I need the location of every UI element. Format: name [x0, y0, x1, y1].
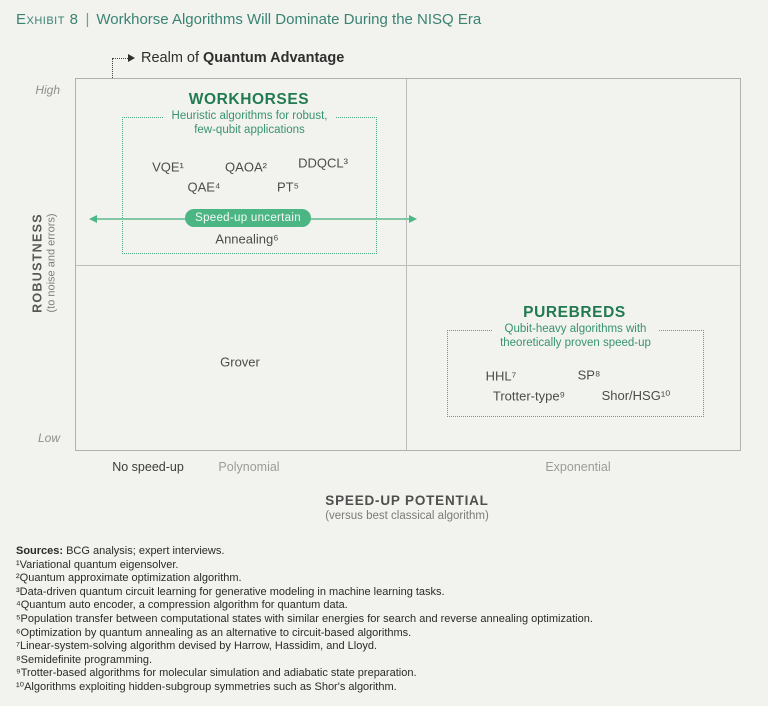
algorithm-qae: QAE⁴: [187, 179, 221, 195]
y-axis-subtitle: (to noise and errors): [45, 213, 58, 313]
y-axis-title: ROBUSTNESS: [30, 213, 45, 313]
quadrant-divider-horizontal: [76, 265, 740, 266]
x-axis-title: SPEED-UP POTENTIAL: [325, 493, 489, 508]
algorithm-hhl: HHL⁷: [485, 368, 517, 384]
footnote-5: ⁵Population transfer between computational states with similar energies for search and reverse annealing optimization.: [16, 612, 593, 625]
purebreds-heading: PUREBREDS: [523, 304, 626, 321]
realm-label-lead: Realm of: [141, 50, 200, 66]
exhibit-number: Exhibit 8: [16, 11, 79, 28]
algorithm-pt: PT⁵: [276, 179, 300, 195]
algorithm-vqe: VQE¹: [152, 159, 184, 175]
footnote-7: ⁷Linear-system-solving algorithm devised by Harrow, Hassidim, and Lloyd.: [16, 640, 378, 653]
algorithm-sp: SP⁸: [577, 367, 601, 383]
x-axis-subtitle: (versus best classical algorithm): [325, 510, 489, 522]
left-arrowhead-icon: [89, 215, 97, 223]
y-axis-title-group: [31, 213, 58, 313]
sources-label: Sources:: [16, 545, 64, 557]
algorithm-trotter: Trotter-type⁹: [492, 388, 566, 404]
realm-label-emphasis: Quantum Advantage: [203, 50, 345, 66]
title-text: Workhorse Algorithms Will Dominate During the NISQ Era: [96, 11, 482, 28]
footnote-2: ²Quantum approximate optimization algorithm.: [16, 572, 242, 585]
title-divider: |: [85, 11, 90, 28]
y-axis-high-label: High: [35, 83, 60, 97]
workhorses-description-line1: Heuristic algorithms for robust,: [171, 110, 328, 122]
algorithm-grover: Grover: [220, 354, 260, 370]
algorithm-shor-hsg: Shor/HSG¹⁰: [601, 388, 671, 403]
x-tick-polynomial: Polynomial: [218, 460, 280, 474]
sources-line: [16, 545, 593, 559]
exhibit-title: [16, 11, 481, 28]
right-arrowhead-icon: [409, 215, 417, 223]
footnote-8: ⁸Semidefinite programming.: [16, 653, 153, 666]
workhorses-description-line2: few-qubit applications: [194, 123, 305, 136]
x-tick-exponential: Exponential: [545, 460, 611, 474]
footnote-1: ¹Variational quantum eigensolver.: [16, 558, 179, 571]
footnote-4: ⁴Quantum auto encoder, a compression algorithm for quantum data.: [16, 599, 348, 612]
quantum-advantage-connector-line: [113, 58, 128, 59]
sources-text: BCG analysis; expert interviews.: [66, 545, 225, 557]
right-arrow-icon: [128, 54, 135, 62]
speedup-uncertain-badge: Speed-up uncertain: [185, 209, 311, 227]
workhorses-heading: WORKHORSES: [188, 91, 310, 108]
purebreds-description: [492, 323, 659, 350]
x-tick-no-speedup: No speed-up: [112, 460, 184, 474]
workhorses-description: [164, 110, 336, 137]
footnote-3: ³Data-driven quantum circuit learning for generative modeling in machine learning tasks.: [16, 585, 445, 598]
footnote-6: ⁶Optimization by quantum annealing as an alternative to circuit-based algorithms.: [16, 626, 412, 639]
y-axis-low-label: Low: [37, 431, 60, 445]
algorithm-qaoa: QAOA²: [225, 159, 267, 175]
purebreds-description-line1: Qubit-heavy algorithms with: [504, 323, 647, 335]
footnote-9: ⁹Trotter-based algorithms for molecular simulation and adiabatic state preparation.: [16, 667, 417, 680]
algorithm-ddqcl: DDQCL³: [298, 155, 348, 171]
algorithm-annealing: Annealing⁶: [215, 231, 279, 247]
footnotes-block: [16, 545, 593, 695]
purebreds-description-line2: theoretically proven speed-up: [500, 336, 651, 349]
realm-of-quantum-advantage-label: [141, 50, 344, 66]
footnote-10: ¹⁰Algorithms exploiting hidden-subgroup symmetries such as Shor's algorithm.: [16, 680, 397, 693]
